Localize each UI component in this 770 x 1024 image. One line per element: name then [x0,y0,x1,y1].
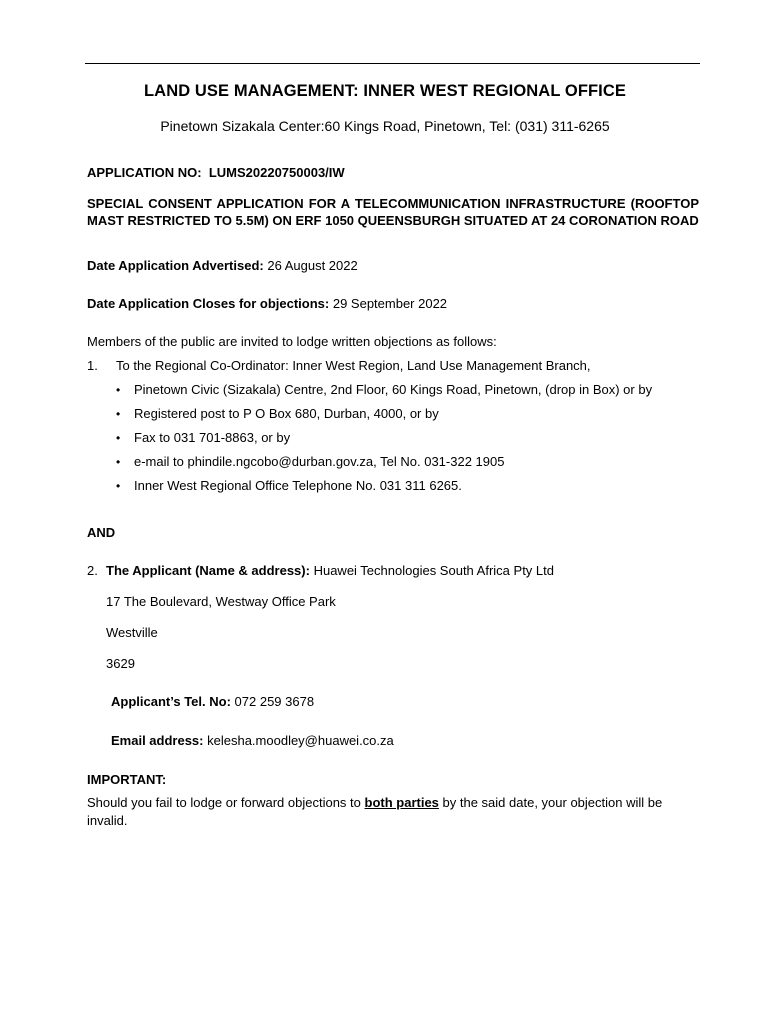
applicant-label: The Applicant (Name & address): [106,563,310,578]
list-item-text: Inner West Regional Office Telephone No. 031 311 6265. [134,478,462,493]
date-advertised [87,258,358,273]
notice-emphasis: both parties [364,795,439,810]
list-item-text: Registered post to P O Box 680, Durban, 4000, or by [134,406,439,421]
and-separator: AND [87,525,116,540]
bullet-icon: • [116,431,121,445]
date-closes-label: Date Application Closes for objections: [87,296,330,311]
bullet-icon: • [116,383,121,397]
applicant-tel-label: Applicant’s Tel. No: [111,694,231,709]
date-advertised-label: Date Application Advertised: [87,258,264,273]
applicant-address-line-2: Westville [106,625,158,640]
applicant-email-value: kelesha.moodley@huawei.co.za [207,733,394,748]
date-advertised-value: 26 August 2022 [267,258,358,273]
applicant-tel [111,694,314,709]
applicant-email [111,733,394,748]
page-title: LAND USE MANAGEMENT: INNER WEST REGIONAL OFFICE [144,82,626,100]
notice-text-after: by the said date, your objection will be invalid. [87,795,663,828]
list-item-text: e-mail to phindile.ngcobo@durban.gov.za, Tel No. 031-322 1905 [134,454,505,469]
bullet-icon: • [116,479,121,493]
date-closes-value: 29 September 2022 [332,296,448,311]
application-number [87,165,345,180]
applicant-tel-value: 072 259 3678 [234,694,315,709]
list-item [116,454,504,469]
application-number-value: LUMS20220750003/IW [208,165,345,180]
applicant-name: Huawei Technologies South Africa Pty Ltd [313,563,554,578]
item-1-number: 1. [87,358,98,373]
bullet-icon: • [116,455,121,469]
important-notice [87,794,702,830]
applicant-email-label: Email address: [111,733,204,748]
list-item-text: Fax to 031 701-8863, or by [134,430,291,445]
application-number-label: APPLICATION NO: [87,165,202,180]
applicant-address-line-1: 17 The Boulevard, Westway Office Park [106,594,336,609]
item-2-number: 2. [87,563,98,578]
office-address: Pinetown Sizakala Center:60 Kings Road, Pinetown, Tel: (031) 311-6265 [160,118,610,134]
top-divider [85,63,700,64]
date-closes [87,296,447,311]
list-item [116,382,652,397]
list-item [116,430,290,445]
item-1-text: To the Regional Co-Ordinator: Inner West Region, Land Use Management Branch, [116,358,591,373]
application-description: SPECIAL CONSENT APPLICATION FOR A TELECOMMUNICATION INFRASTRUCTURE (ROOFTOP MAST RESTRICTED TO 5.5M) ON ERF 1050 QUEENSBURGH SITUATED AT 24 CORONATION ROAD [87,196,699,228]
important-heading: IMPORTANT: [87,772,167,787]
list-item-text: Pinetown Civic (Sizakala) Centre, 2nd Floor, 60 Kings Road, Pinetown, (drop in Box) or by [134,382,653,397]
notice-text-before: Should you fail to lodge or forward objections to [87,795,365,810]
list-item [116,406,439,421]
objections-intro: Members of the public are invited to lodge written objections as follows: [87,334,497,349]
bullet-icon: • [116,407,121,421]
list-item [116,478,462,493]
applicant-details [106,563,554,578]
applicant-address-line-3: 3629 [106,656,135,671]
